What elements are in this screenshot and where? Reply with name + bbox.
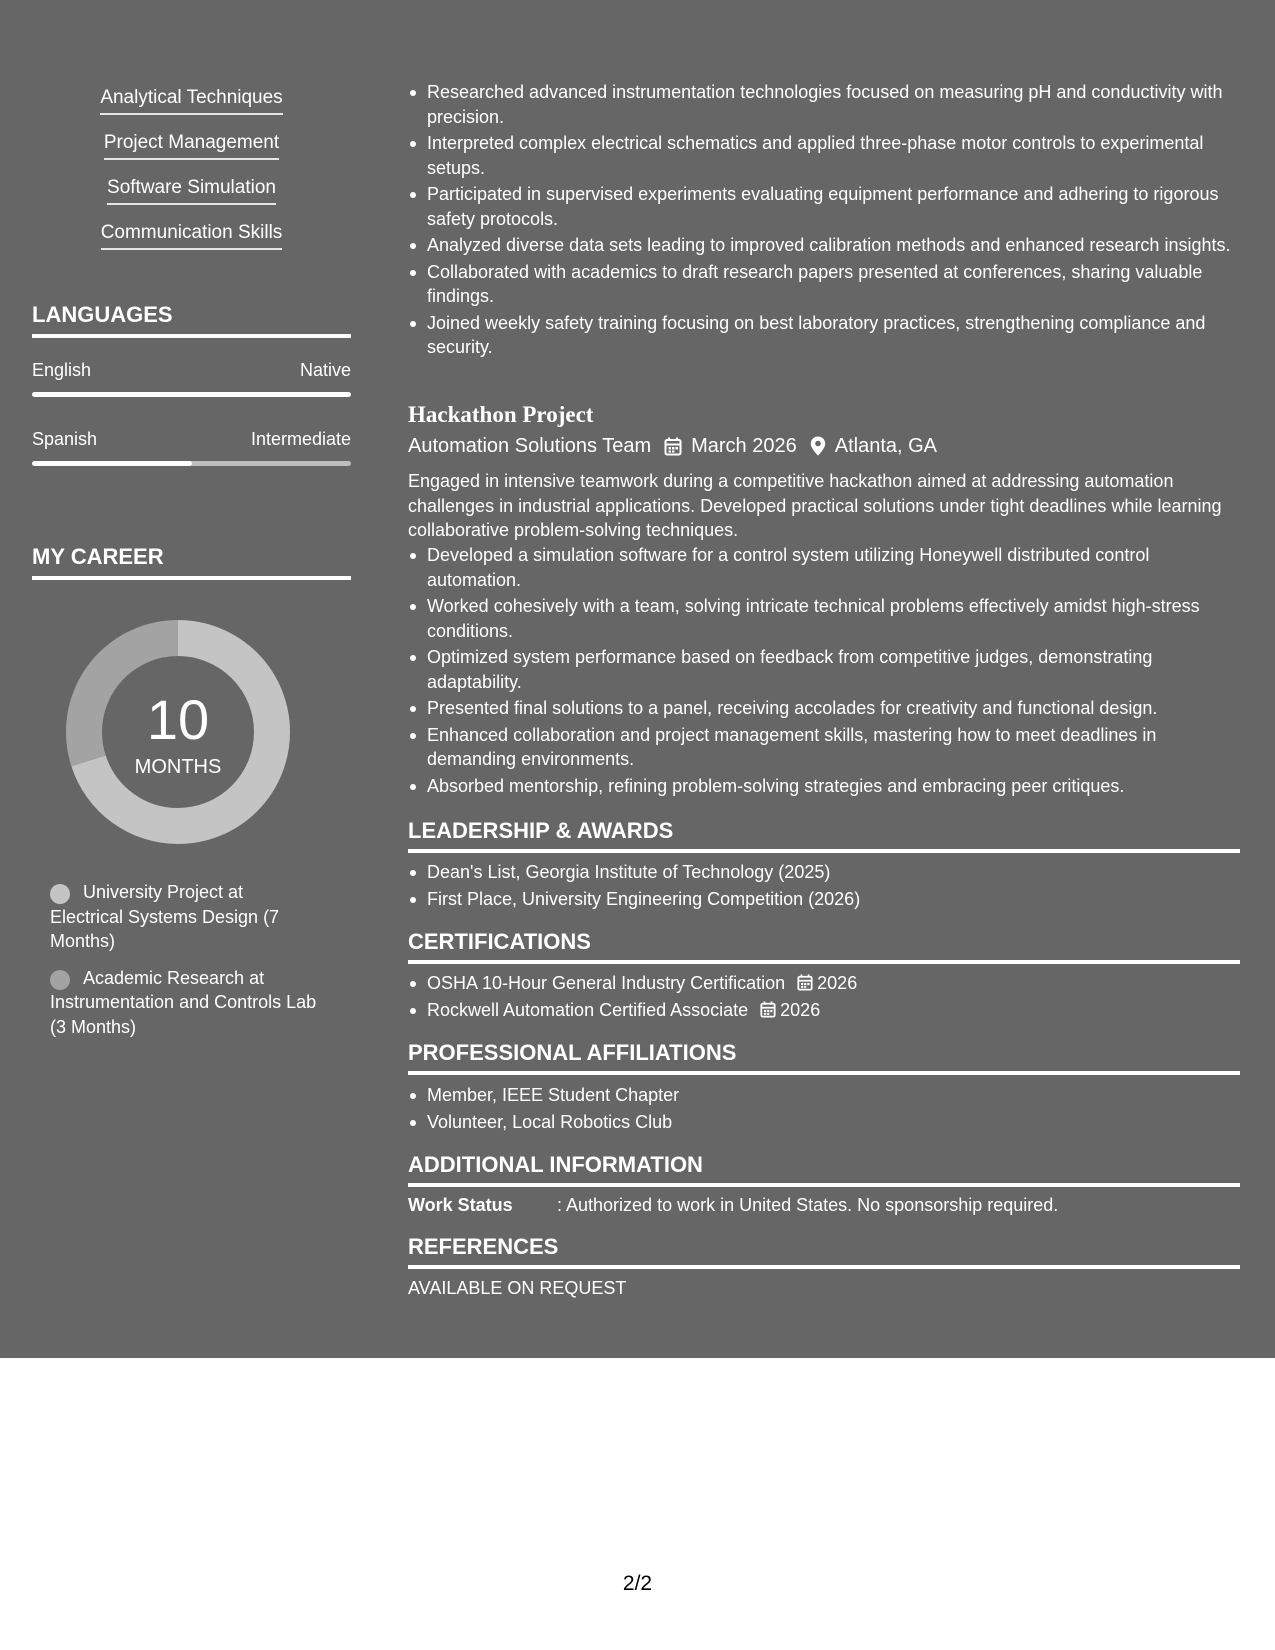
work-status-row (408, 1193, 1240, 1217)
list-item: Enhanced collaboration and project management skills, mastering how to meet deadlines in demanding environments. (408, 723, 1240, 772)
project-title: Hackathon Project (408, 402, 594, 427)
affiliations-list (408, 1083, 1240, 1136)
section-divider (408, 960, 1240, 964)
list-item: Presented final solutions to a panel, receiving accolades for creativity and functional design. (408, 696, 1240, 721)
certifications-heading (408, 928, 1240, 964)
language-name: Spanish (32, 429, 98, 449)
proficiency-fill (32, 392, 351, 397)
section-divider (408, 849, 1240, 853)
project-summary: Engaged in intensive teamwork during a competitive hackathon aimed at addressing automation challenges in industrial applications. Developed practical solutions under tight deadlines while learning collaborative problem-solving techniques. (408, 471, 1222, 540)
calendar-icon (664, 437, 682, 456)
career-total-unit: MONTHS (134, 756, 222, 778)
list-item: Analyzed diverse data sets leading to improved calibration methods and enhanced research insights. (408, 233, 1240, 258)
work-status-key: Work Status (408, 1195, 513, 1215)
career-legend-item (50, 880, 320, 954)
list-item: Joined weekly safety training focusing on best laboratory practices, strengthening compliance and security. (408, 311, 1240, 360)
career-legend-label: University Project at Electrical Systems Design (7 Months) (50, 882, 280, 951)
certification-name: OSHA 10-Hour General Industry Certification (427, 973, 786, 993)
work-status-value: : Authorized to work in United States. No sponsorship required. (557, 1195, 1059, 1215)
list-item (408, 971, 1240, 996)
career-legend (50, 880, 320, 1051)
section-divider (32, 334, 351, 338)
list-item: Developed a simulation software for a control system utilizing Honeywell distributed control automation. (408, 543, 1240, 592)
additional-info-heading (408, 1151, 1240, 1187)
research-bullets (408, 80, 1240, 362)
calendar-icon (797, 974, 813, 991)
list-item: Dean's List, Georgia Institute of Technology (2025) (408, 860, 1240, 885)
section-title: CERTIFICATIONS (408, 929, 591, 954)
career-total-number: 10 (146, 688, 210, 751)
legend-dot-icon (50, 884, 70, 904)
certification-name: Rockwell Automation Certified Associate (427, 999, 749, 1020)
references-heading (408, 1233, 1240, 1269)
leadership-heading (408, 817, 1240, 853)
certification-year: 2026 (780, 999, 821, 1020)
language-name: English (32, 360, 92, 380)
skill-link[interactable]: Communication Skills (101, 221, 283, 250)
language-proficiency-bar (32, 392, 351, 397)
references-text: AVAILABLE ON REQUEST (408, 1278, 627, 1298)
language-proficiency-bar (32, 461, 351, 466)
project-date: March 2026 (691, 435, 797, 457)
list-item: First Place, University Engineering Competition (2026) (408, 887, 1240, 912)
location-pin-icon (810, 436, 826, 456)
section-title: LEADERSHIP & AWARDS (408, 818, 674, 843)
skills-list (32, 86, 351, 266)
languages-heading (32, 301, 351, 338)
calendar-icon (760, 1001, 776, 1018)
skill-link[interactable]: Analytical Techniques (100, 86, 282, 115)
career-donut-chart (66, 620, 290, 844)
language-level: Native (299, 360, 351, 380)
section-title: ADDITIONAL INFORMATION (408, 1152, 703, 1177)
list-item: Member, IEEE Student Chapter (408, 1083, 1240, 1108)
career-title: MY CAREER (32, 544, 164, 569)
list-item: Collaborated with academics to draft research papers presented at conferences, sharing valuable findings. (408, 260, 1240, 309)
list-item: Optimized system performance based on feedback from competitive judges, demonstrating adaptability. (408, 645, 1240, 694)
section-divider (408, 1265, 1240, 1269)
project-org: Automation Solutions Team (408, 435, 652, 457)
section-divider (408, 1183, 1240, 1187)
section-divider (32, 576, 351, 580)
certifications-list (408, 971, 1240, 1024)
proficiency-fill (32, 461, 192, 466)
affiliations-heading (408, 1039, 1240, 1075)
leadership-list (408, 860, 1240, 913)
project-location: Atlanta, GA (834, 435, 938, 457)
career-legend-item (50, 966, 320, 1040)
language-item (32, 359, 351, 397)
certification-year: 2026 (817, 973, 858, 993)
project-meta (408, 433, 937, 459)
skill-link[interactable]: Project Management (104, 131, 279, 160)
language-item (32, 428, 351, 466)
career-heading (32, 543, 351, 580)
list-item: Worked cohesively with a team, solving intricate technical problems effectively amidst high-stress conditions. (408, 594, 1240, 643)
career-legend-label: Academic Research at Instrumentation and Controls Lab (3 Months) (50, 967, 317, 1037)
list-item: Researched advanced instrumentation technologies focused on measuring pH and conductivity with precision. (408, 80, 1240, 129)
section-divider (408, 1071, 1240, 1075)
language-level: Intermediate (250, 429, 351, 449)
list-item (408, 998, 1240, 1023)
project-bullets (408, 543, 1240, 800)
list-item: Participated in supervised experiments evaluating equipment performance and adhering to rigorous safety protocols. (408, 182, 1240, 231)
skill-link[interactable]: Software Simulation (107, 176, 276, 205)
section-title: PROFESSIONAL AFFILIATIONS (408, 1040, 737, 1065)
list-item: Volunteer, Local Robotics Club (408, 1110, 1240, 1135)
legend-dot-icon (50, 970, 70, 990)
page-number: 2/2 (622, 1572, 653, 1595)
section-title: REFERENCES (408, 1234, 559, 1259)
list-item: Interpreted complex electrical schematics and applied three-phase motor controls to experimental setups. (408, 131, 1240, 180)
languages-title: LANGUAGES (32, 302, 173, 327)
list-item: Absorbed mentorship, refining problem-solving strategies and embracing peer critiques. (408, 774, 1240, 799)
